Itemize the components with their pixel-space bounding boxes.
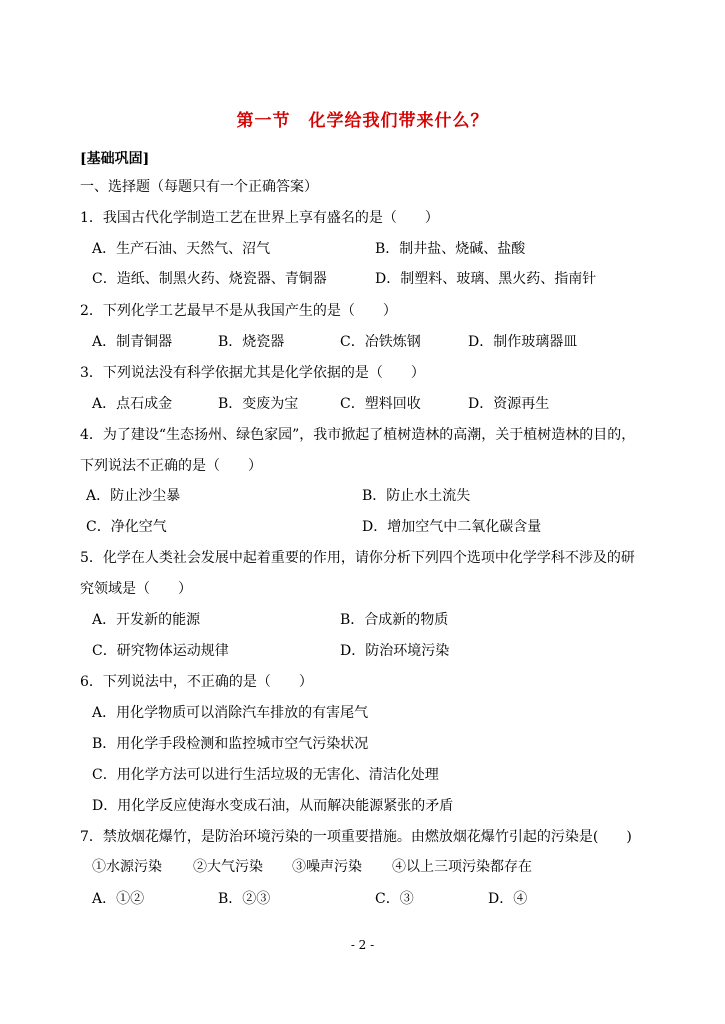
- question-1-option-a: A．生产石油、天然气、沼气: [92, 241, 271, 257]
- section-heading: [基础巩固]: [80, 151, 150, 167]
- question-4-option-b: B．防止水土流失: [362, 488, 471, 504]
- question-4-stem-line1: 4．为了建设“生态扬州、绿色家园”，我市掀起了植树造林的高潮，关于植树造林的目的，: [80, 427, 636, 443]
- question-6-option-a: A．用化学物质可以消除汽车排放的有害尾气: [92, 705, 369, 721]
- question-1-option-d: D．制塑料、玻璃、黑火药、指南针: [375, 271, 597, 287]
- question-5-option-b: B．合成新的物质: [340, 612, 449, 628]
- question-5-stem-line1: 5．化学在人类社会发展中起着重要的作用，请你分析下列四个选项中化学学科不涉及的研: [80, 550, 635, 566]
- instruction: 一、选择题（每题只有一个正确答案）: [80, 179, 318, 195]
- question-4-option-a: A．防止沙尘暴: [86, 488, 181, 504]
- question-6-stem: 6．下列说法中，不正确的是（ ）: [80, 674, 313, 690]
- question-2-option-d: D．制作玻璃器皿: [468, 334, 578, 350]
- question-3-option-d: D．资源再生: [468, 396, 550, 412]
- question-6-option-d: D．用化学反应使海水变成石油，从而解决能源紧张的矛盾: [92, 798, 454, 814]
- page-title: 第一节 化学给我们带来什么？: [236, 111, 489, 131]
- question-2-option-c: C．冶铁炼钢: [340, 334, 421, 350]
- question-7-sub-4: ④以上三项污染都存在: [392, 859, 532, 875]
- question-7-sub-1: ①水源污染: [92, 859, 162, 875]
- question-1-option-b: B．制井盐、烧碱、盐酸: [375, 241, 526, 257]
- question-2-option-b: B．烧瓷器: [218, 334, 285, 350]
- question-5-option-c: C．研究物体运动规律: [92, 643, 229, 659]
- page-number: - 2 -: [350, 938, 375, 952]
- question-4-option-c: C．净化空气: [86, 519, 167, 535]
- question-2-stem: 2．下列化学工艺最早不是从我国产生的是（ ）: [80, 303, 397, 319]
- question-5-option-a: A．开发新的能源: [92, 612, 201, 628]
- question-5-option-d: D．防治环境污染: [340, 643, 450, 659]
- question-7-option-d: D．④: [488, 891, 528, 907]
- question-7-option-c: C．③: [375, 891, 414, 907]
- question-4-stem-line2: 下列说法不正确的是（ ）: [80, 458, 262, 474]
- question-7-stem: 7．禁放烟花爆竹，是防治环境污染的一项重要措施。由燃放烟花爆竹引起的污染是( ): [80, 829, 632, 845]
- question-2-option-a: A．制青铜器: [92, 334, 173, 350]
- question-6-option-c: C．用化学方法可以进行生活垃圾的无害化、清洁化处理: [92, 767, 439, 783]
- question-1-option-c: C．造纸、制黑火药、烧瓷器、青铜器: [92, 271, 327, 287]
- question-5-stem-line2: 究领域是（ ）: [80, 581, 192, 597]
- question-1-stem: 1．我国古代化学制造工艺在世界上享有盛名的是（ ）: [80, 210, 439, 226]
- question-3-option-b: B．变废为宝: [218, 396, 299, 412]
- question-3-stem: 3．下列说法没有科学依据尤其是化学依据的是（ ）: [80, 365, 425, 381]
- question-3-option-c: C．塑料回收: [340, 396, 421, 412]
- question-7-option-b: B．②③: [218, 891, 271, 907]
- question-3-option-a: A．点石成金: [92, 396, 173, 412]
- question-7-option-a: A．①②: [92, 891, 145, 907]
- question-6-option-b: B．用化学手段检测和监控城市空气污染状况: [92, 736, 369, 752]
- question-7-sub-3: ③噪声污染: [292, 859, 362, 875]
- question-7-sub-2: ②大气污染: [193, 859, 263, 875]
- question-4-option-d: D．增加空气中二氧化碳含量: [362, 519, 542, 535]
